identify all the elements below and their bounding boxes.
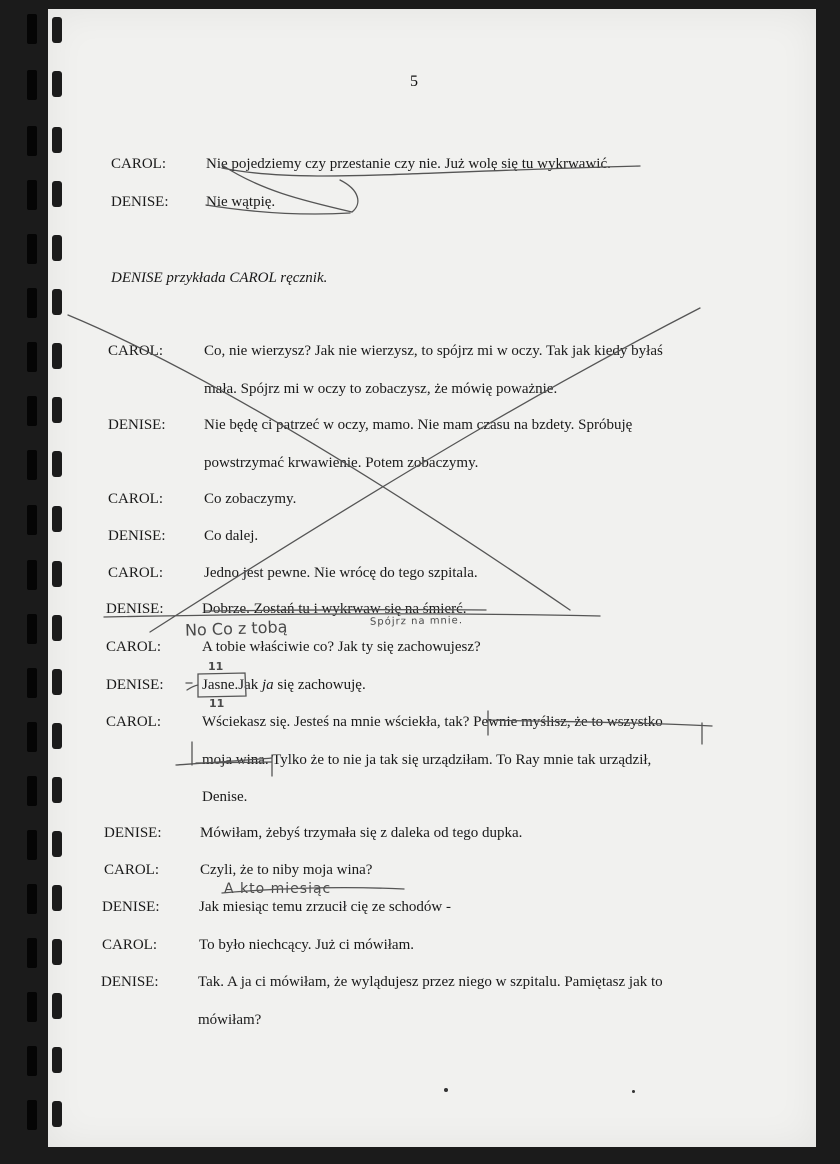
punch-hole <box>52 397 62 423</box>
punch-hole <box>52 885 62 911</box>
stage-direction: DENISE przykłada CAROL ręcznik. <box>111 270 328 286</box>
dialogue-line: Jedno jest pewne. Nie wrócę do tego szpitala. <box>204 565 478 581</box>
binding-ring <box>27 126 37 156</box>
dialogue-line: Jasne.Jak ja się zachowuję. <box>202 677 366 693</box>
punch-hole <box>52 451 62 477</box>
punch-hole <box>52 1101 62 1127</box>
speaker-name: CAROL: <box>106 639 162 655</box>
handwritten-mark: 11 <box>208 660 224 673</box>
dialogue-line: Co zobaczymy. <box>204 491 297 507</box>
binding-ring <box>27 668 37 698</box>
punch-hole <box>52 181 62 207</box>
punch-hole <box>52 289 62 315</box>
binding-ring <box>27 450 37 480</box>
speaker-name: CAROL: <box>106 714 162 730</box>
punch-hole <box>52 615 62 641</box>
struck-phrase: Pewnie myślisz, że to wszystko <box>473 714 663 730</box>
punch-hole <box>52 831 62 857</box>
binding-ring <box>27 180 37 210</box>
binding-ring <box>27 14 37 44</box>
handwritten-mark: 11 <box>209 697 225 710</box>
speaker-name: DENISE: <box>106 601 164 617</box>
dialogue-line: Co dalej. <box>204 528 259 544</box>
punch-hole <box>52 777 62 803</box>
binding-ring <box>27 992 37 1022</box>
binding-ring <box>27 505 37 535</box>
binding-ring <box>27 1046 37 1076</box>
binding-ring <box>27 234 37 264</box>
dialogue-line: Tak. A ja ci mówiłam, że wylądujesz przez niego w szpitalu. Pamiętasz jak to <box>198 974 663 990</box>
speaker-name: CAROL: <box>108 565 164 581</box>
speaker-name: DENISE: <box>108 528 166 544</box>
punch-hole <box>52 127 62 153</box>
dialogue-line: Jak miesiąc temu zrzucił cię ze schodów - <box>199 899 451 915</box>
dialogue-line: Dobrze. Zostań tu i wykrwaw się na śmierć. <box>202 601 467 617</box>
binding-ring <box>27 560 37 590</box>
handwritten-note: A kto miesiąc <box>224 881 332 897</box>
binding-ring <box>27 1100 37 1130</box>
dialogue-line: Nie wątpię. <box>206 194 276 210</box>
binding-ring <box>27 396 37 426</box>
speaker-name: CAROL: <box>108 343 164 359</box>
dialogue-line: powstrzymać krwawienie. Potem zobaczymy. <box>204 455 479 471</box>
handwritten-note: No Co z tobą <box>184 617 288 640</box>
dialogue-line: Co, nie wierzysz? Jak nie wierzysz, to spójrz mi w oczy. Tak jak kiedy byłaś <box>204 343 663 359</box>
punch-hole <box>52 343 62 369</box>
speaker-name: DENISE: <box>111 194 169 210</box>
dialogue-line: mówiłam? <box>198 1012 262 1028</box>
binding-ring <box>27 776 37 806</box>
speaker-name: CAROL: <box>108 491 164 507</box>
speaker-name: DENISE: <box>106 677 164 693</box>
binding-ring <box>27 614 37 644</box>
binding-ring <box>27 884 37 914</box>
handwritten-note: Spójrz na mnie. <box>369 615 464 628</box>
emphasis: ja <box>262 677 274 693</box>
dialogue-line: Mówiłam, żebyś trzymała się z daleka od tego dupka. <box>200 825 523 841</box>
binding-ring <box>27 938 37 968</box>
binding-ring <box>27 70 37 100</box>
speaker-name: DENISE: <box>101 974 159 990</box>
punch-hole <box>52 506 62 532</box>
binding-ring <box>27 722 37 752</box>
punch-hole <box>52 561 62 587</box>
punch-hole <box>52 1047 62 1073</box>
ink-speck <box>632 1090 635 1093</box>
binding-ring <box>27 830 37 860</box>
punch-hole <box>52 235 62 261</box>
page-number: 5 <box>410 73 418 90</box>
dialogue-line: To było niechcący. Już ci mówiłam. <box>199 937 414 953</box>
dialogue-line: moja wina. Tylko że to nie ja tak się urządziłam. To Ray mnie tak urządził, <box>202 752 652 768</box>
speaker-name: DENISE: <box>104 825 162 841</box>
speaker-name: CAROL: <box>104 862 160 878</box>
punch-hole <box>52 71 62 97</box>
dialogue-line: Denise. <box>202 789 248 805</box>
punch-hole <box>52 669 62 695</box>
punch-hole <box>52 17 62 43</box>
ink-speck <box>444 1088 448 1092</box>
dialogue-line: Nie pojedziemy czy przestanie czy nie. Już wolę się tu wykrwawić. <box>206 156 611 172</box>
dialogue-line: mała. Spójrz mi w oczy to zobaczysz, że mówię poważnie. <box>204 381 558 397</box>
punch-hole <box>52 939 62 965</box>
speaker-name: CAROL: <box>102 937 158 953</box>
punch-hole <box>52 723 62 749</box>
speaker-name: DENISE: <box>102 899 160 915</box>
boxed-word: Jasne. <box>202 677 239 693</box>
dialogue-line: Wściekasz się. Jesteś na mnie wściekła, tak? Pewnie myślisz, że to wszystko <box>202 714 663 730</box>
punch-hole <box>52 993 62 1019</box>
dialogue-line: Czyli, że to niby moja wina? <box>200 862 373 878</box>
binding-ring <box>27 288 37 318</box>
dialogue-line: Nie będę ci patrzeć w oczy, mamo. Nie mam czasu na bzdety. Spróbuję <box>204 417 633 433</box>
binding-ring <box>27 342 37 372</box>
speaker-name: DENISE: <box>108 417 166 433</box>
struck-phrase: moja wina. <box>202 752 269 768</box>
dialogue-line: A tobie właściwie co? Jak ty się zachowujesz? <box>202 639 481 655</box>
speaker-name: CAROL: <box>111 156 167 172</box>
